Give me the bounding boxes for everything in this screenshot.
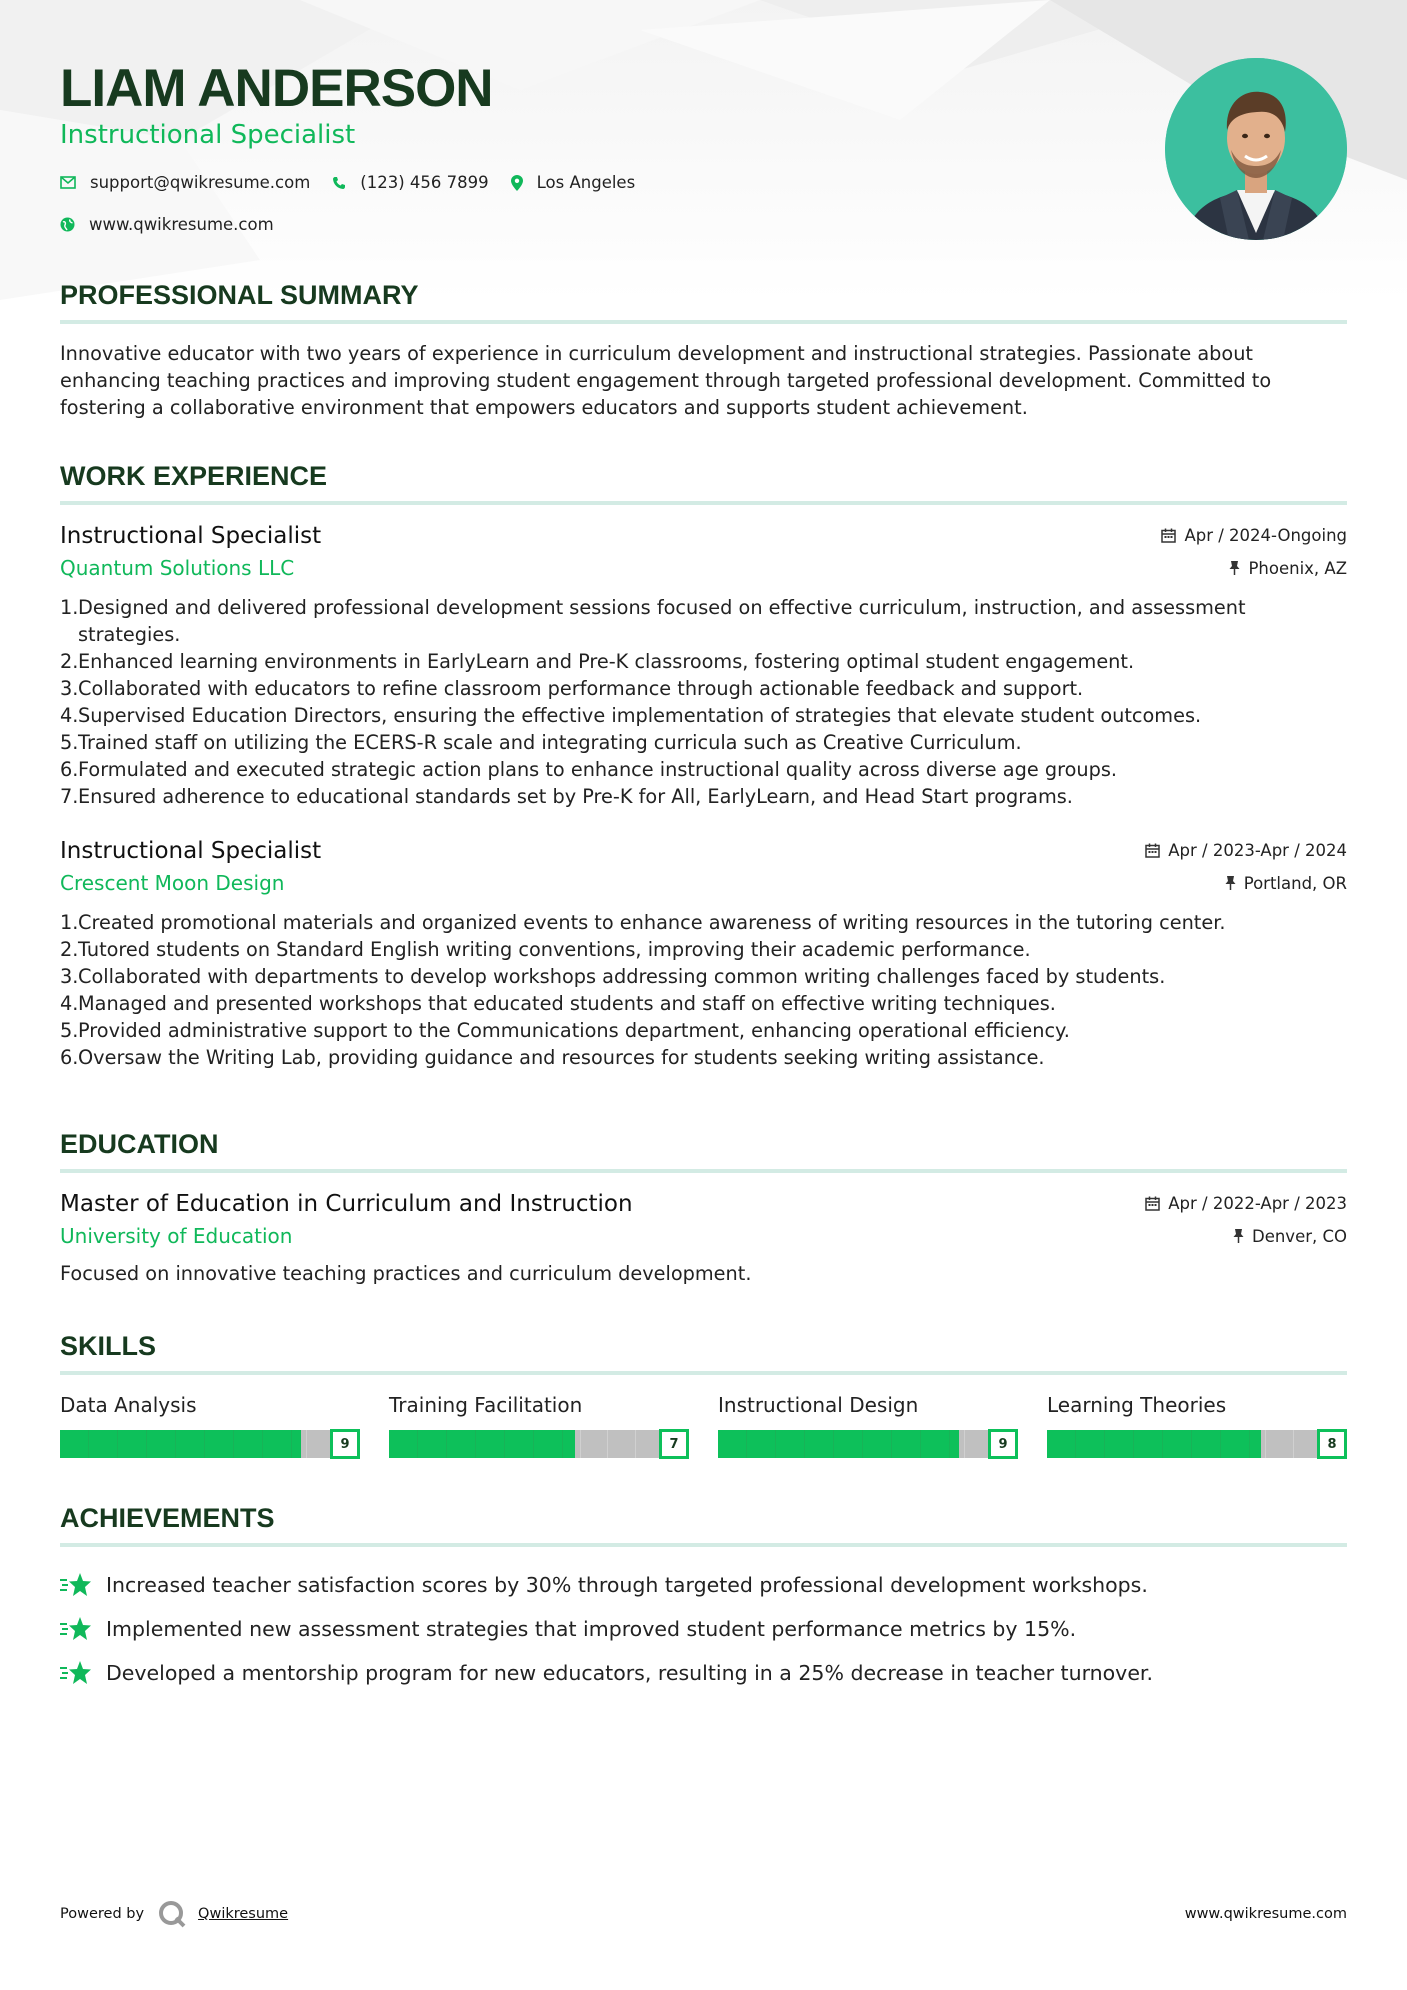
footer bbox=[60, 1900, 1347, 1928]
list-item: 4. Supervised Education Directors, ensuring the effective implementation of strategies that elevate student outcomes. bbox=[60, 704, 1202, 727]
envelope-icon bbox=[60, 176, 76, 189]
section-heading-summary: PROFESSIONAL SUMMARY bbox=[60, 280, 1347, 324]
job-location bbox=[1229, 559, 1347, 578]
section-heading-education: EDUCATION bbox=[60, 1129, 1347, 1173]
skill-bar-fill bbox=[1047, 1430, 1261, 1458]
job-location-text: Phoenix, AZ bbox=[1248, 558, 1347, 578]
education-section bbox=[60, 1129, 1347, 1287]
calendar-icon bbox=[1145, 1196, 1160, 1211]
education-location bbox=[1233, 1227, 1347, 1246]
job-location-text: Portland, OR bbox=[1243, 873, 1347, 893]
skill-bar-segment bbox=[1266, 1430, 1293, 1458]
work-section bbox=[60, 461, 1347, 1071]
skill-score: 7 bbox=[659, 1429, 689, 1459]
skill-name: Instructional Design bbox=[718, 1393, 919, 1417]
job-bullets bbox=[60, 594, 1347, 810]
list-item: 2. Tutored students on Standard English writing conventions, improving their academic performance. bbox=[60, 938, 1031, 961]
powered-by-label: Powered by bbox=[60, 1906, 145, 1922]
skill-level-bar bbox=[60, 1430, 334, 1458]
contact-phone[interactable] bbox=[332, 173, 488, 192]
contact-website[interactable] bbox=[60, 215, 274, 234]
section-heading-achievements: ACHIEVEMENTS bbox=[60, 1503, 1347, 1547]
company-name: Crescent Moon Design bbox=[60, 871, 285, 895]
skill-score: 9 bbox=[988, 1429, 1018, 1459]
list-item: 1. Designed and delivered professional development sessions focused on effective curriculum, instruction, and assessment strategies. bbox=[60, 596, 1246, 646]
website-text: www.qwikresume.com bbox=[89, 215, 274, 234]
list-item: 4. Managed and presented workshops that educated students and staff on effective writing techniques. bbox=[60, 992, 1056, 1015]
skill-name: Data Analysis bbox=[60, 1393, 197, 1417]
skill-item bbox=[389, 1393, 689, 1459]
job-dates-text: Apr / 2024-Ongoing bbox=[1184, 526, 1347, 545]
pushpin-icon bbox=[1225, 876, 1236, 890]
skill-bar-fill bbox=[60, 1430, 301, 1458]
achievements-list bbox=[60, 1563, 1347, 1695]
skill-name: Learning Theories bbox=[1047, 1393, 1227, 1417]
education-description: Focused on innovative teaching practices and curriculum development. bbox=[60, 1262, 752, 1285]
contact-row-web bbox=[60, 215, 296, 234]
list-item: 6. Oversaw the Writing Lab, providing guidance and resources for students seeking writing assistance. bbox=[60, 1046, 1045, 1069]
skill-bar-segment bbox=[581, 1430, 608, 1458]
education-dates-text: Apr / 2022-Apr / 2023 bbox=[1168, 1194, 1347, 1213]
skill-level-bar bbox=[1047, 1430, 1321, 1458]
profile-photo bbox=[1165, 58, 1347, 240]
achievement-text: Implemented new assessment strategies that improved student performance metrics by 15%. bbox=[106, 1617, 1077, 1641]
pushpin-icon bbox=[1229, 561, 1240, 575]
company-name: Quantum Solutions LLC bbox=[60, 556, 295, 580]
star-icon bbox=[60, 1572, 92, 1598]
list-item: 1. Created promotional materials and organized events to enhance awareness of writing resources in the tutoring center. bbox=[60, 911, 1226, 934]
skill-item bbox=[60, 1393, 360, 1459]
skill-item bbox=[718, 1393, 1018, 1459]
list-item: 6. Formulated and executed strategic action plans to enhance instructional quality across diverse age groups. bbox=[60, 758, 1118, 781]
skills-section bbox=[60, 1331, 1347, 1459]
job-dates bbox=[1145, 841, 1347, 860]
job-bullets bbox=[60, 909, 1347, 1071]
contact-email[interactable] bbox=[60, 173, 310, 192]
job-dates-text: Apr / 2023-Apr / 2024 bbox=[1168, 841, 1347, 860]
skill-bar-fill bbox=[718, 1430, 959, 1458]
summary-text: Innovative educator with two years of experience in curriculum development and instructional strategies. Passionate about enhancing teaching practices and improving student engagement through targeted professional development. Committed to fostering a collaborative environment that empowers educators and supports student achievement. bbox=[60, 342, 1272, 419]
degree-title: Master of Education in Curriculum and Instruction bbox=[60, 1191, 633, 1217]
skill-score: 8 bbox=[1317, 1429, 1347, 1459]
skill-item bbox=[1047, 1393, 1347, 1459]
achievement-item bbox=[60, 1651, 1347, 1695]
map-pin-icon bbox=[511, 175, 523, 191]
skill-bar-fill bbox=[389, 1430, 575, 1458]
skills-list bbox=[60, 1393, 1347, 1459]
job-title: Instructional Specialist bbox=[60, 838, 322, 864]
phone-icon bbox=[332, 176, 346, 190]
globe-icon bbox=[60, 217, 75, 232]
list-item: 5. Provided administrative support to the Communications department, enhancing operational efficiency. bbox=[60, 1019, 1070, 1042]
achievement-text: Developed a mentorship program for new educators, resulting in a 25% decrease in teacher turnover. bbox=[106, 1661, 1153, 1685]
list-item: 3. Collaborated with educators to refine classroom performance through actionable feedback and support. bbox=[60, 677, 1084, 700]
list-item: 5. Trained staff on utilizing the ECERS-R scale and integrating curricula such as Creative Curriculum. bbox=[60, 731, 1022, 754]
star-icon bbox=[60, 1616, 92, 1642]
skill-level-bar bbox=[718, 1430, 992, 1458]
achievement-item bbox=[60, 1563, 1347, 1607]
list-item: 7. Ensured adherence to educational standards set by Pre-K for All, EarlyLearn, and Head Start programs. bbox=[60, 785, 1073, 808]
section-heading-skills: SKILLS bbox=[60, 1331, 1347, 1375]
job-dates bbox=[1161, 526, 1347, 545]
education-dates bbox=[1145, 1194, 1347, 1213]
qwikresume-link[interactable]: Qwikresume bbox=[198, 1906, 289, 1922]
skill-score: 9 bbox=[330, 1429, 360, 1459]
star-icon bbox=[60, 1660, 92, 1686]
skill-bar-segment bbox=[608, 1430, 635, 1458]
calendar-icon bbox=[1161, 528, 1176, 543]
skill-name: Training Facilitation bbox=[389, 1393, 583, 1417]
candidate-name: LIAM ANDERSON bbox=[60, 59, 493, 118]
location-text: Los Angeles bbox=[536, 173, 636, 192]
job-entry bbox=[60, 838, 1347, 1071]
candidate-title: Instructional Specialist bbox=[60, 120, 356, 150]
job-location bbox=[1225, 874, 1347, 893]
footer-website-link[interactable]: www.qwikresume.com bbox=[1184, 1906, 1347, 1922]
contact-row bbox=[60, 173, 657, 192]
achievements-section bbox=[60, 1503, 1347, 1695]
achievement-item bbox=[60, 1607, 1347, 1651]
achievement-text: Increased teacher satisfaction scores by 30% through targeted professional development workshops. bbox=[106, 1573, 1148, 1597]
education-location-text: Denver, CO bbox=[1251, 1226, 1347, 1246]
job-title: Instructional Specialist bbox=[60, 523, 322, 549]
job-entry bbox=[60, 523, 1347, 810]
phone-text: (123) 456 7899 bbox=[360, 173, 489, 192]
email-text: support@qwikresume.com bbox=[90, 173, 311, 192]
list-item: 3. Collaborated with departments to develop workshops addressing common writing challenges faced by students. bbox=[60, 965, 1166, 988]
skill-level-bar bbox=[389, 1430, 663, 1458]
education-entry bbox=[60, 1191, 1347, 1287]
contact-location bbox=[511, 173, 636, 192]
calendar-icon bbox=[1145, 843, 1160, 858]
header bbox=[60, 0, 1347, 240]
list-item: 2. Enhanced learning environments in EarlyLearn and Pre-K classrooms, fostering optimal student engagement. bbox=[60, 650, 1135, 673]
pushpin-icon bbox=[1233, 1229, 1244, 1243]
school-name: University of Education bbox=[60, 1224, 293, 1248]
section-heading-work: WORK EXPERIENCE bbox=[60, 461, 1347, 505]
summary-section bbox=[60, 280, 1347, 421]
qwikresume-logo-icon bbox=[158, 1900, 188, 1928]
